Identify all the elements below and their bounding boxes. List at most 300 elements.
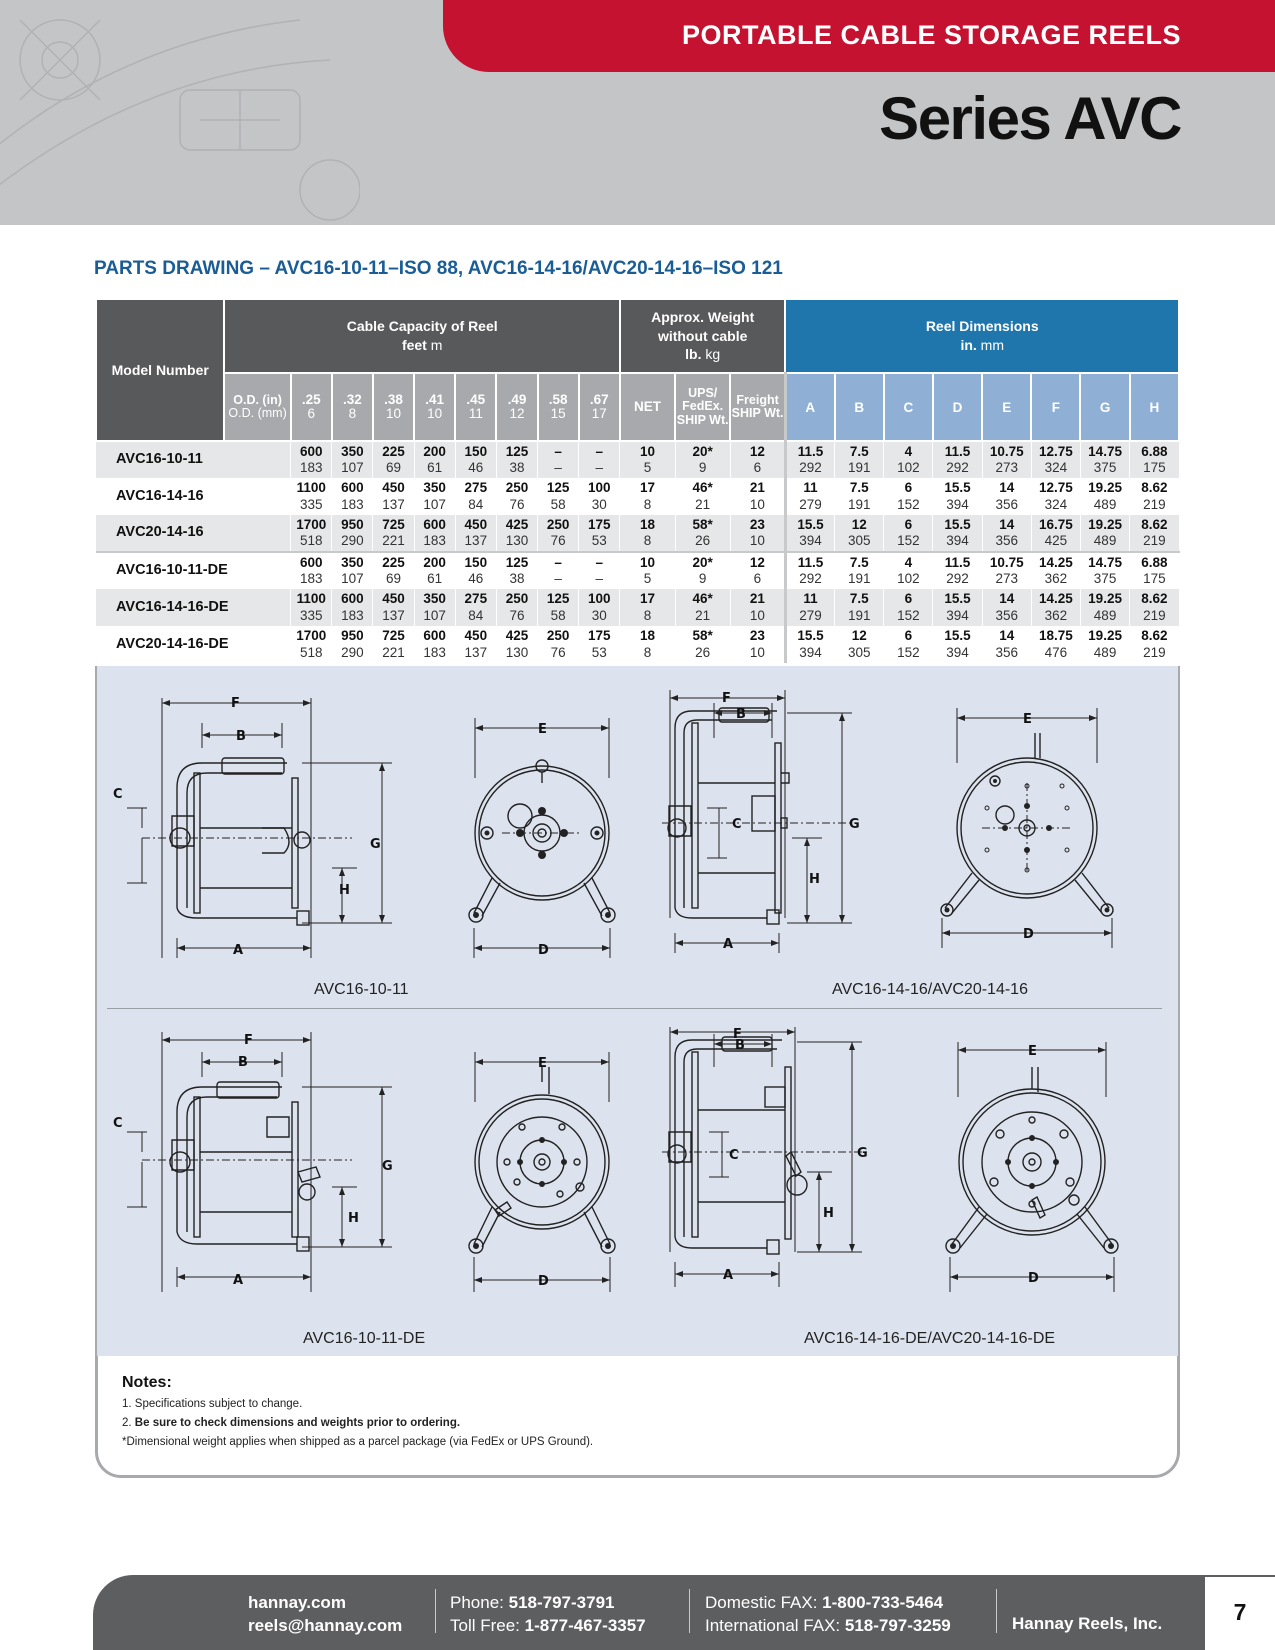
company-name: Hannay Reels, Inc.	[1012, 1614, 1163, 1633]
page-number-box	[1205, 1575, 1275, 1650]
capacity-cell-metric: 53	[591, 533, 607, 548]
capacity-cell-imperial: 125	[546, 591, 570, 607]
dimension-cell	[1031, 589, 1080, 626]
dimension-cell-metric: 375	[1093, 571, 1117, 586]
capacity-cell-imperial: 250	[505, 480, 529, 496]
net-weight-cell-metric: 5	[643, 460, 652, 475]
net-header: NET	[620, 373, 675, 441]
capacity-cell-metric: 130	[505, 533, 529, 548]
dimension-cell-imperial: 8.62	[1141, 628, 1168, 644]
capacity-cell-imperial: 350	[423, 480, 446, 496]
capacity-cell-metric: 107	[423, 496, 446, 512]
footer-divider	[996, 1589, 997, 1633]
freight-weight-cell	[730, 478, 785, 515]
freight-weight-cell-metric: 10	[749, 607, 765, 623]
net-weight-cell	[620, 515, 675, 552]
dimension-cell	[1130, 589, 1179, 626]
capacity-cell	[455, 515, 496, 552]
side-view-drawing-2	[657, 678, 887, 968]
capacity-cell	[414, 478, 455, 515]
capacity-cell	[496, 478, 537, 515]
net-weight-cell-metric: 8	[643, 607, 652, 623]
table-row	[96, 515, 1179, 552]
dimension-cell	[1080, 515, 1129, 552]
capacity-cell-metric: 183	[299, 571, 323, 586]
footer-divider	[689, 1589, 690, 1633]
capacity-cell	[373, 441, 414, 478]
od-col-1: .32 8	[332, 373, 373, 441]
capacity-cell	[332, 552, 373, 589]
side-view-drawing-4	[657, 1022, 897, 1312]
capacity-cell-metric: 30	[591, 496, 607, 512]
freight-weight-cell-metric: 10	[749, 496, 765, 512]
od-col-6: .58 15	[538, 373, 579, 441]
capacity-cell-imperial: –	[595, 554, 604, 570]
dimension-cell-metric: 394	[799, 644, 822, 660]
dimension-cell-metric: 362	[1044, 607, 1068, 623]
drawings-divider	[107, 1008, 1162, 1009]
freight-weight-cell-imperial: 12	[749, 554, 765, 570]
capacity-cell-imperial: 725	[382, 516, 405, 532]
capacity-cell-metric: 107	[423, 607, 446, 623]
dimension-cell	[884, 626, 933, 663]
capacity-cell-imperial: 100	[588, 591, 611, 607]
capacity-cell-imperial: 1100	[296, 591, 326, 607]
dimension-cell	[1031, 515, 1080, 552]
dimension-cell	[1080, 441, 1129, 478]
ups-weight-cell-metric: 26	[695, 644, 711, 660]
dimension-cell	[1031, 478, 1080, 515]
capacity-cell-metric: 46	[468, 460, 484, 475]
dimension-cell-imperial: 7.5	[849, 554, 869, 570]
dimension-cell	[1080, 626, 1129, 663]
net-weight-cell-metric: 5	[643, 571, 652, 586]
freight-header: Freight SHIP Wt.	[730, 373, 785, 441]
dimension-cell-imperial: 15.5	[944, 591, 971, 607]
caption-avc16-10-11-de: AVC16-10-11-DE	[303, 1330, 426, 1347]
dimension-cell-imperial: 19.25	[1088, 591, 1122, 607]
dimension-cell	[982, 626, 1031, 663]
capacity-cell-metric: 76	[509, 496, 525, 512]
model-number-cell: AVC16-14-16	[96, 478, 291, 515]
footer-faxes	[705, 1591, 951, 1637]
capacity-cell-metric: 58	[550, 496, 566, 512]
dimension-cell-metric: 175	[1143, 571, 1166, 586]
cable-capacity-header: Cable Capacity of Reel feet m	[224, 299, 619, 373]
net-weight-cell-imperial: 17	[639, 591, 655, 607]
dimension-cell-imperial: 12.75	[1039, 443, 1073, 459]
dimension-cell-metric: 273	[995, 571, 1018, 586]
parts-drawing-title: PARTS DRAWING – AVC16-10-11–ISO 88, AVC16-14-16/AVC20-14-16–ISO 121	[94, 258, 783, 279]
dimension-cell	[835, 552, 884, 589]
capacity-cell	[332, 626, 373, 663]
domestic-fax-label: Domestic FAX:	[705, 1593, 818, 1612]
dimension-cell-metric: 279	[799, 496, 822, 512]
dimension-cell	[785, 626, 834, 663]
domestic-fax-number: 1-800-733-5464	[822, 1593, 944, 1612]
capacity-cell-imperial: 275	[464, 591, 488, 607]
capacity-cell-imperial: 150	[464, 443, 488, 459]
capacity-cell	[455, 441, 496, 478]
side-view-drawing-3	[102, 1022, 412, 1312]
dim-header-a: A	[785, 373, 834, 441]
dimension-cell-metric: 356	[995, 607, 1018, 623]
dimension-cell-imperial: 4	[904, 443, 913, 459]
side-view-drawing-1	[102, 678, 412, 968]
tollfree-number[interactable]: 1-877-467-3357	[524, 1616, 646, 1635]
dimension-cell-metric: 152	[897, 533, 920, 548]
phone-label: Phone:	[450, 1593, 504, 1612]
dimension-cell-imperial: 6.88	[1141, 554, 1168, 570]
dim-label-e: E	[538, 1056, 547, 1071]
dimension-cell-metric: 375	[1093, 460, 1117, 475]
caption-avc16-14-16-de: AVC16-14-16-DE/AVC20-14-16-DE	[804, 1330, 1056, 1347]
od-col-0: .25 6	[291, 373, 332, 441]
net-weight-cell	[620, 441, 675, 478]
dimension-cell-metric: 394	[799, 533, 822, 548]
dimension-cell	[835, 441, 884, 478]
dimension-cell-imperial: 15.5	[797, 628, 824, 644]
dim-label-c: C	[113, 1116, 123, 1131]
dim-label-a: A	[723, 937, 734, 952]
dimension-cell	[1031, 552, 1080, 589]
capacity-cell-imperial: –	[554, 443, 562, 459]
od-label-header: O.D. (in) O.D. (mm)	[224, 373, 290, 441]
capacity-cell	[579, 478, 620, 515]
dimension-cell	[884, 552, 933, 589]
website-link[interactable]: hannay.com	[248, 1593, 346, 1612]
dim-label-b: B	[736, 707, 746, 722]
capacity-cell	[579, 515, 620, 552]
ups-weight-cell	[675, 552, 730, 589]
dimension-cell	[785, 589, 834, 626]
front-view-drawing-3	[462, 1022, 622, 1312]
dimension-cell-imperial: 8.62	[1141, 516, 1168, 532]
capacity-cell-imperial: 1700	[296, 516, 327, 532]
capacity-cell-metric: 183	[341, 496, 364, 512]
dimension-cell-imperial: 16.75	[1039, 516, 1073, 532]
capacity-cell	[373, 552, 414, 589]
capacity-cell-imperial: 600	[299, 554, 323, 570]
capacity-cell	[291, 441, 332, 478]
dimension-cell-imperial: 14	[999, 516, 1015, 532]
dimension-cell-imperial: 15.5	[797, 516, 824, 532]
dimension-cell-metric: 292	[799, 571, 822, 586]
dimension-cell-metric: 324	[1044, 460, 1068, 475]
subheader-row	[96, 373, 1179, 441]
capacity-cell-imperial: 225	[382, 554, 405, 570]
freight-weight-cell-metric: 6	[753, 460, 762, 475]
capacity-cell	[291, 552, 332, 589]
dim-label-a: A	[233, 1273, 244, 1288]
note-2-number: 2.	[122, 1417, 132, 1429]
dimension-cell	[785, 515, 834, 552]
capacity-cell-imperial: 425	[505, 516, 529, 532]
model-number-header: Model Number	[96, 299, 224, 441]
capacity-cell-metric: 137	[464, 644, 488, 660]
freight-weight-cell-metric: 6	[753, 571, 762, 586]
model-number-cell: AVC16-14-16-DE	[96, 589, 291, 626]
dim-label-f: F	[722, 691, 731, 706]
dimension-cell-metric: 356	[995, 644, 1018, 660]
capacity-cell-metric: 130	[505, 644, 529, 660]
capacity-cell-imperial: 725	[382, 628, 405, 644]
dimension-cell-metric: 292	[799, 460, 822, 475]
table-row	[96, 478, 1179, 515]
dimension-cell	[1130, 478, 1179, 515]
footer-phones	[450, 1591, 646, 1637]
dimension-cell-metric: 356	[995, 533, 1018, 548]
net-weight-cell	[620, 552, 675, 589]
header-band	[0, 0, 1275, 225]
dimension-cell-imperial: 15.5	[944, 480, 971, 496]
capacity-cell	[373, 515, 414, 552]
capacity-cell-imperial: 600	[299, 443, 323, 459]
capacity-cell	[332, 589, 373, 626]
dimension-cell	[1080, 552, 1129, 589]
dim-label-d: D	[1028, 1271, 1039, 1286]
dimension-cell-metric: 102	[897, 571, 920, 586]
capacity-cell-imperial: 250	[546, 628, 570, 644]
net-weight-cell-imperial: 18	[639, 516, 655, 532]
dim-label-h: H	[339, 883, 350, 898]
capacity-cell-imperial: 425	[505, 628, 529, 644]
phone-number[interactable]: 518-797-3791	[508, 1593, 615, 1612]
capacity-cell	[373, 626, 414, 663]
capacity-cell-imperial: 600	[423, 628, 446, 644]
front-view-drawing-1	[462, 678, 622, 968]
dimension-cell-metric: 425	[1044, 533, 1068, 548]
dimension-cell-imperial: 14	[999, 591, 1015, 607]
capacity-cell	[538, 589, 579, 626]
dim-label-d: D	[538, 1274, 549, 1289]
ups-weight-cell-metric: 26	[695, 533, 711, 548]
dim-label-d: D	[538, 943, 549, 958]
table-row	[96, 626, 1179, 663]
dimension-cell-imperial: 7.5	[849, 443, 869, 459]
dimension-cell	[1130, 515, 1179, 552]
net-weight-cell-metric: 8	[643, 644, 652, 660]
capacity-cell	[579, 589, 620, 626]
capacity-cell-metric: 30	[591, 607, 607, 623]
capacity-cell-imperial: 600	[423, 516, 446, 532]
capacity-cell-imperial: 950	[341, 516, 364, 532]
dimension-cell-metric: 191	[847, 460, 871, 475]
capacity-cell-imperial: 175	[588, 516, 611, 532]
freight-weight-cell-imperial: 23	[749, 628, 765, 644]
dim-header-f: F	[1031, 373, 1080, 441]
dim-label-f: F	[231, 696, 240, 711]
capacity-cell	[414, 515, 455, 552]
dim-label-f: F	[244, 1033, 253, 1048]
note-3: *Dimensional weight applies when shipped as a parcel package (via FedEx or UPS Ground).	[122, 1436, 594, 1448]
capacity-cell-metric: 335	[299, 607, 323, 623]
capacity-cell-imperial: 200	[423, 554, 446, 570]
dimension-cell-imperial: 4	[904, 554, 913, 570]
footer-bar	[93, 1575, 1205, 1650]
capacity-cell	[538, 626, 579, 663]
dimension-cell-metric: 324	[1044, 496, 1068, 512]
capacity-cell-metric: 84	[468, 607, 484, 623]
dimension-cell-metric: 279	[799, 607, 822, 623]
dim-label-a: A	[233, 943, 244, 958]
dim-header-b: B	[835, 373, 884, 441]
ups-weight-cell-metric: 21	[695, 607, 711, 623]
capacity-cell	[496, 626, 537, 663]
capacity-cell-metric: 183	[341, 607, 364, 623]
capacity-cell	[455, 478, 496, 515]
caption-avc16-14-16: AVC16-14-16/AVC20-14-16	[832, 981, 1028, 998]
dimension-cell	[1130, 441, 1179, 478]
dimension-cell	[1130, 626, 1179, 663]
capacity-cell	[414, 626, 455, 663]
dimension-cell	[785, 441, 834, 478]
dimension-cell-imperial: 10.75	[989, 554, 1024, 570]
ups-weight-cell	[675, 626, 730, 663]
capacity-cell	[579, 552, 620, 589]
capacity-cell-metric: 76	[550, 533, 566, 548]
spec-table	[95, 298, 1180, 663]
capacity-cell	[291, 515, 332, 552]
dim-header-c: C	[884, 373, 933, 441]
capacity-cell-imperial: 350	[341, 443, 364, 459]
capacity-cell-metric: 76	[509, 607, 525, 623]
dimension-cell-metric: 394	[946, 496, 969, 512]
dimension-cell-metric: 394	[946, 533, 969, 548]
dim-label-e: E	[538, 722, 547, 737]
table-row	[96, 552, 1179, 589]
capacity-cell	[538, 441, 579, 478]
dimension-cell	[835, 589, 884, 626]
capacity-cell-imperial: –	[554, 554, 562, 570]
intl-fax-label: International FAX:	[705, 1616, 841, 1635]
capacity-cell-imperial: 600	[341, 591, 364, 607]
freight-weight-cell	[730, 589, 785, 626]
freight-weight-cell	[730, 626, 785, 663]
freight-weight-cell-imperial: 21	[749, 480, 765, 496]
od-col-5: .49 12	[496, 373, 537, 441]
dimension-cell	[884, 515, 933, 552]
dimension-cell	[933, 552, 982, 589]
net-weight-cell-imperial: 10	[639, 443, 655, 459]
capacity-cell-metric: 69	[386, 571, 402, 586]
capacity-cell	[291, 589, 332, 626]
dimension-cell	[933, 589, 982, 626]
net-weight-cell-imperial: 10	[639, 554, 655, 570]
capacity-cell-metric: 518	[299, 644, 323, 660]
dimension-cell-metric: 362	[1044, 571, 1068, 586]
reel-dimensions-header: Reel Dimensions in. mm	[785, 299, 1179, 373]
capacity-cell-imperial: 250	[546, 516, 570, 532]
dimension-cell-imperial: 14.25	[1039, 591, 1073, 607]
dimension-cell-metric: 476	[1044, 644, 1068, 660]
note-2	[122, 1417, 1153, 1429]
freight-weight-cell	[730, 552, 785, 589]
tollfree-label: Toll Free:	[450, 1616, 520, 1635]
capacity-cell-metric: 61	[427, 460, 443, 475]
capacity-cell-metric: 69	[386, 460, 402, 475]
ups-weight-cell-imperial: 20*	[692, 443, 713, 459]
dimension-cell-imperial: 15.5	[944, 516, 971, 532]
dimension-cell	[1031, 626, 1080, 663]
dimension-cell-metric: 394	[946, 607, 969, 623]
capacity-cell-metric: 76	[550, 644, 566, 660]
note-2-text: Be sure to check dimensions and weights prior to ordering.	[134, 1417, 461, 1429]
capacity-cell-imperial: 350	[423, 591, 446, 607]
dim-label-c: C	[729, 1148, 739, 1163]
dimension-cell-imperial: 14.25	[1039, 554, 1073, 570]
capacity-cell	[332, 441, 373, 478]
dimension-cell-metric: 152	[897, 644, 920, 660]
capacity-cell	[455, 589, 496, 626]
net-weight-cell-metric: 8	[643, 533, 652, 548]
ups-fedex-header: UPS/ FedEx. SHIP Wt.	[675, 373, 730, 441]
header-background-drawing	[0, 0, 360, 225]
capacity-cell-imperial: 1700	[296, 628, 327, 644]
freight-weight-cell	[730, 441, 785, 478]
ups-weight-cell	[675, 589, 730, 626]
capacity-cell	[373, 478, 414, 515]
dimension-cell-metric: 356	[995, 496, 1018, 512]
dim-header-e: E	[982, 373, 1031, 441]
od-col-3: .41 10	[414, 373, 455, 441]
od-col-4: .45 11	[455, 373, 496, 441]
capacity-cell	[373, 589, 414, 626]
notes-box	[95, 1356, 1180, 1478]
capacity-cell-metric: 221	[382, 644, 405, 660]
dimension-cell-metric: 489	[1093, 644, 1117, 660]
dimension-cell-metric: 489	[1093, 533, 1117, 548]
capacity-cell-metric: 221	[382, 533, 405, 548]
freight-weight-cell-imperial: 21	[749, 591, 765, 607]
ups-weight-cell-imperial: 58*	[692, 628, 713, 644]
capacity-cell	[455, 626, 496, 663]
dimension-cell-imperial: 6	[904, 480, 913, 496]
dim-label-g: G	[382, 1159, 393, 1174]
dimension-cell-imperial: 19.25	[1088, 516, 1122, 532]
ups-weight-cell	[675, 515, 730, 552]
capacity-cell-metric: 107	[341, 460, 364, 475]
capacity-cell-metric: –	[595, 460, 604, 475]
net-weight-cell-imperial: 18	[639, 628, 655, 644]
capacity-cell-metric: 137	[382, 607, 405, 623]
dim-label-c: C	[732, 817, 742, 832]
capacity-cell	[414, 441, 455, 478]
dimension-cell-metric: 175	[1143, 460, 1166, 475]
net-weight-cell-metric: 8	[643, 496, 652, 512]
dimension-cell	[982, 478, 1031, 515]
dimension-cell-metric: 152	[897, 607, 920, 623]
approx-weight-header: Approx. Weight without cable lb. kg	[620, 299, 786, 373]
dim-label-e: E	[1028, 1044, 1037, 1059]
od-col-2: .38 10	[373, 373, 414, 441]
dimension-cell-metric: 219	[1143, 644, 1166, 660]
ups-weight-cell	[675, 441, 730, 478]
dimension-cell	[1130, 552, 1179, 589]
ups-weight-cell-imperial: 58*	[692, 516, 713, 532]
capacity-cell	[579, 626, 620, 663]
dimension-cell	[884, 589, 933, 626]
capacity-cell-imperial: 600	[341, 480, 364, 496]
ups-weight-cell-imperial: 20*	[692, 554, 713, 570]
freight-weight-cell-metric: 10	[749, 533, 765, 548]
dimension-cell-imperial: 11	[803, 591, 818, 607]
capacity-cell-imperial: 125	[546, 480, 570, 496]
email-link[interactable]: reels@hannay.com	[248, 1616, 403, 1635]
capacity-cell	[496, 552, 537, 589]
dim-header-g: G	[1080, 373, 1129, 441]
dimension-cell-imperial: 7.5	[849, 480, 869, 496]
